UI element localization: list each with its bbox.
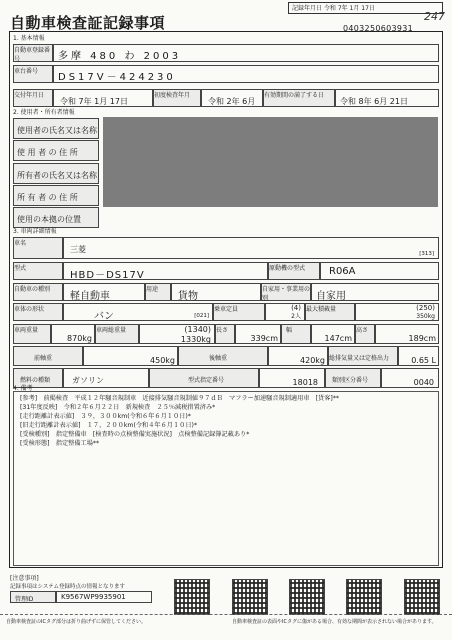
class-no-label: 類別区分番号 (325, 368, 381, 388)
max-load-number: 350kg (416, 313, 435, 320)
reg-number-label: 自動車登録番号 (13, 44, 53, 62)
owner-name-label: 所有者の氏名又は名称 (13, 163, 99, 184)
displacement-label: 総排気量又は定格出力 (328, 346, 398, 366)
section-vehicle: 3. 車両詳細情報 (13, 228, 57, 235)
capacity-paren: (4) (291, 304, 301, 312)
note-line: [参考] 前掲検査 平成１２年騒音規制車 近接排気騒音規制値９７ｄＢ マフラー加速騒音規制適用車 [貨客]** (20, 395, 340, 402)
first-reg-value: 令和 2年 6月 (201, 89, 263, 107)
document-number: 0403250603931 (343, 24, 414, 33)
maker-code: [313] (419, 251, 434, 257)
max-load-label: 最大積載量 (305, 303, 355, 321)
note-line: [走行距離計表示値] ３９，３００km(令和６年６月１０日)* (20, 413, 191, 420)
expiry-label: 有効期間の満了する日 (263, 89, 335, 107)
front-axle-value: 450kg (83, 346, 178, 366)
max-load-paren: (250) (416, 304, 435, 312)
note-line: [旧走行距離計表示値] １７，２００km(令和４年６月１０日)* (20, 422, 198, 429)
manage-id-label: 管理ID (10, 591, 56, 603)
class-no-value: 0040 (381, 368, 439, 388)
length-value: 339cm (235, 324, 281, 344)
manage-id-value: K9567WP9935901 (56, 591, 152, 603)
notice-text: 記録事項はシステム登録時点の情報となります (10, 584, 125, 590)
body-shape: バン (94, 311, 114, 322)
kind-label: 自動車の種別 (13, 283, 63, 301)
body-value (63, 303, 213, 321)
user-name-label: 使用者の氏名又は名称 (13, 118, 99, 139)
capacity-number: 2人 (291, 313, 301, 320)
width-value: 147cm (311, 324, 355, 344)
note-line: [受検種別] 指定整備車 [検査時の点検整備実施状況] 点検整備記録簿記載あり* (20, 431, 250, 438)
issue-date-label: 交付年月日 (13, 89, 53, 107)
reg-number-value: 多摩 480 わ 2003 (53, 44, 439, 62)
body-label: 車体の形状 (13, 303, 63, 321)
front-axle-label: 前軸重 (13, 346, 83, 366)
first-reg-label: 初度検査年月 (153, 89, 201, 107)
owner-address-label: 所 有 者 の 住 所 (13, 185, 99, 206)
qr-code-3 (289, 579, 325, 615)
issue-date-value: 令和 7年 1月 17日 (53, 89, 153, 107)
section-user-owner: 2. 使用者・所有者情報 (13, 109, 75, 116)
use-label: 用途 (145, 283, 171, 301)
qr-code-1 (174, 579, 210, 615)
weight-value: 870kg (51, 324, 95, 344)
rear-axle-label: 後軸重 (178, 346, 268, 366)
maker-name: 三菱 (70, 245, 86, 254)
fold-line (0, 614, 452, 615)
maker-label: 車名 (13, 237, 63, 259)
gross-paren: (1340) (184, 325, 211, 334)
qr-code-4 (346, 579, 382, 615)
max-load-value (355, 303, 439, 321)
qr-code-2 (232, 579, 268, 615)
bottom-left-note: 自動車検査証のICタグ部分は折り曲げずに保管してください。 (6, 619, 146, 625)
note-line: [受検形態] 指定整備工場** (20, 440, 100, 447)
type-no-value: 18018 (259, 368, 325, 388)
kind-value: 軽自動車 (63, 283, 145, 301)
use-value: 貨物 (171, 283, 261, 301)
gross-number: 1330kg (180, 335, 211, 344)
height-label: 高さ (355, 324, 375, 344)
length-label: 長さ (215, 324, 235, 344)
section-notes: 4. 備考 (13, 385, 33, 392)
chassis-value: DS17V－424230 (53, 65, 439, 83)
displacement-value: 0.65 L (398, 346, 439, 366)
width-label: 幅 (281, 324, 311, 344)
body-code: [021] (194, 313, 209, 319)
model-value: HBD－DS17V (63, 262, 268, 280)
maker-value (63, 237, 439, 259)
bottom-right-note: 自動車検査証の表面やICタグに傷がある場合、有効な期間が表示されない場合があります。 (232, 619, 437, 625)
document-title: 自動車検査証記録事項 (10, 14, 166, 32)
height-value: 189cm (375, 324, 439, 344)
section-basic: 1. 基本情報 (13, 35, 45, 42)
record-date-box: 記録年月日 令和 7年 1月 17日 (288, 2, 443, 14)
fuel-value: ガソリン (63, 368, 149, 388)
qr-code-5 (404, 579, 440, 615)
capacity-label: 乗車定員 (213, 303, 265, 321)
user-address-label: 使 用 者 の 住 所 (13, 140, 99, 161)
handwritten-number: 247 (424, 10, 445, 23)
gross-value (139, 324, 215, 344)
private-label: 自家用・事業用の別 (261, 283, 311, 301)
rear-axle-value: 420kg (268, 346, 328, 366)
weight-label: 車両重量 (13, 324, 51, 344)
model-label: 型式 (13, 262, 63, 280)
base-location-label: 使用の本拠の位置 (13, 207, 99, 228)
gross-label: 車両総重量 (95, 324, 139, 344)
engine-value: R06A (320, 262, 439, 280)
capacity-value (265, 303, 305, 321)
expiry-value: 令和 8年 6月 21日 (335, 89, 439, 107)
type-no-label: 型式指定番号 (149, 368, 259, 388)
notice-label: [注意事項] (10, 575, 39, 582)
note-line: [31年度反映] 令和２年６月２２日 新規検査 ２５％減税措置済み* (20, 404, 216, 411)
chassis-label: 車台番号 (13, 65, 53, 83)
engine-label: 原動機の型式 (268, 262, 320, 280)
fuel-label: 燃料の種類 (13, 368, 63, 388)
redacted-area (103, 117, 438, 207)
private-value: 自家用 (311, 283, 439, 301)
